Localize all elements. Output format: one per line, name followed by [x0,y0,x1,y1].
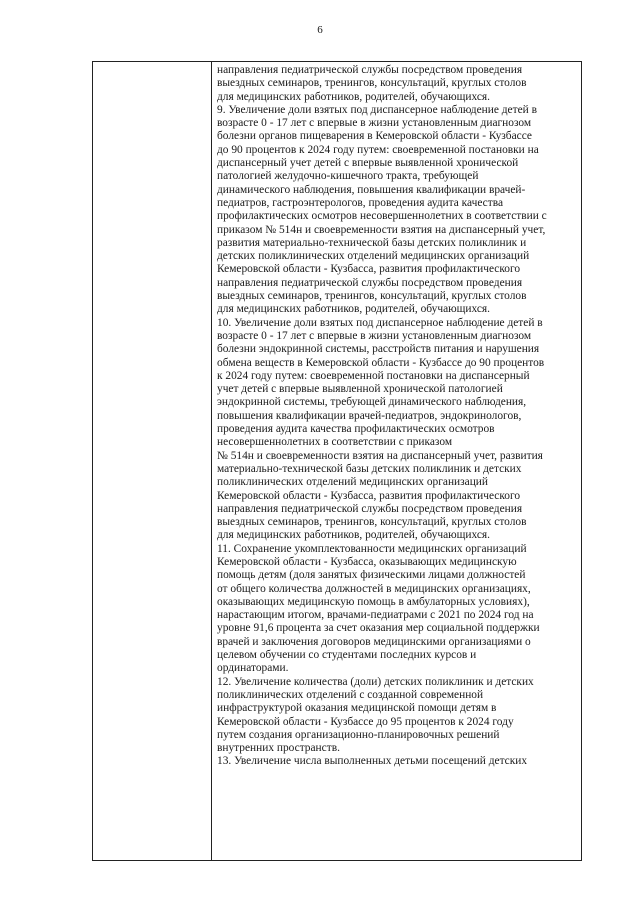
text-line: Кемеровской области - Кузбасса, развития профилактического [217,489,521,502]
text-line: Кемеровской области - Кузбасса, оказывающих медицинскую [217,555,517,568]
document-table [92,61,582,861]
text-line: болезни органов пищеварения в Кемеровской области - Кузбассе [217,130,532,143]
text-line: патологией желудочно-кишечного тракта, требующей [217,170,479,183]
text-line: ординаторами. [217,662,289,675]
text-line: помощь детям (доля занятых физическими лицами должностей [217,569,526,582]
text-line: путем создания организационно-планировочных решений [217,728,500,741]
text-line: профилактических осмотров несовершеннолетних в соответствии с [217,210,547,223]
text-line: поликлинических отделений с созданной современной [217,688,484,701]
text-line: направления педиатрической службы посредством проведения [217,64,523,76]
text-line: материально-технической базы детских поликлиник и детских [217,462,522,475]
text-line: проведения аудита качества профилактических осмотров [217,423,495,436]
text-line: направления педиатрической службы посредством проведения [217,502,523,515]
text-line: направления педиатрической службы посредством проведения [217,276,523,289]
table-left-cell [93,62,212,860]
text-line: выездных семинаров, тренингов, консультаций, круглых столов [217,290,527,303]
table-right-cell [217,64,579,769]
text-line: уровне 91,6 процента за счет оказания мер социальной поддержки [217,622,540,635]
text-line: несовершеннолетних в соответствии с приказом [217,436,453,449]
page-number: 6 [317,24,323,36]
text-line: учет детей с впервые выявленной хронической патологией [217,383,503,396]
text-line: целевом обучении со студентами последних курсов и [217,649,477,662]
text-line: болезни эндокринной системы, расстройств питания и нарушения [217,343,540,356]
text-line: для медицинских работников, родителей, обучающихся. [217,303,491,316]
text-line: № 514н и своевременности взятия на диспансерный учет, развития [217,449,543,462]
text-line: от общего количества должностей в медицинских организациях, [217,582,531,595]
text-line: Кемеровской области - Кузбасса, развития профилактического [217,263,521,276]
text-line: диспансерный учет детей с впервые выявленной хронической [217,157,519,170]
text-line: выездных семинаров, тренингов, консультаций, круглых столов [217,516,527,529]
text-line: 10. Увеличение доли взятых под диспансерное наблюдение детей в [217,316,543,329]
text-line: поликлинических отделений медицинских организаций [217,476,488,489]
text-line: возрасте 0 - 17 лет с впервые в жизни установленным диагнозом [217,329,532,342]
text-line: выездных семинаров, тренингов, консультаций, круглых столов [217,77,527,90]
text-line: 9. Увеличение доли взятых под диспансерное наблюдение детей в [217,103,537,116]
text-line: повышения квалификации врачей-педиатров, эндокринологов, [217,409,522,422]
text-line: 12. Увеличение количества (доли) детских поликлиник и детских [217,675,534,688]
text-line: возрасте 0 - 17 лет с впервые в жизни установленным диагнозом [217,117,532,130]
text-line: 11. Сохранение укомплектованности медицинских организаций [217,542,527,555]
text-line: для медицинских работников, родителей, обучающихся. [217,90,491,103]
text-line: нарастающим итогом, врачами-педиатрами с 2021 по 2024 год на [217,609,534,622]
text-line: эндокринной системы, требующей динамического наблюдения, [217,396,527,409]
text-line: динамического наблюдения, повышения квалификации врачей- [217,183,526,196]
text-line: Кемеровской области - Кузбассе до 95 процентов к 2024 году [217,715,514,728]
text-line: развития материально-технической базы детских поликлиник и [217,236,527,249]
text-line: педиатров, гастроэнтерологов, проведения аудита качества [217,196,504,209]
text-line: врачей и заключения договоров медицинскими организациями о [217,635,531,648]
text-line: детских поликлинических отделений медицинских организаций [217,250,530,263]
text-line: 13. Увеличение числа выполненных детьми посещений детских [217,755,528,768]
text-line: для медицинских работников, родителей, обучающихся. [217,529,491,542]
text-line: внутренних пространств. [217,742,340,755]
text-line: оказывающих медицинскую помощь в амбулаторных условиях), [217,595,530,608]
text-line: к 2024 году путем: своевременной постановки на диспансерный [217,369,530,382]
text-line: до 90 процентов к 2024 году путем: своевременной постановки на [217,143,539,156]
text-line: приказом № 514н и своевременности взятия на диспансерный учет, [217,223,546,236]
text-line: инфраструктурой оказания медицинской помощи детям в [217,702,497,715]
text-line: обмена веществ в Кемеровской области - Кузбассе до 90 процентов [217,356,545,369]
